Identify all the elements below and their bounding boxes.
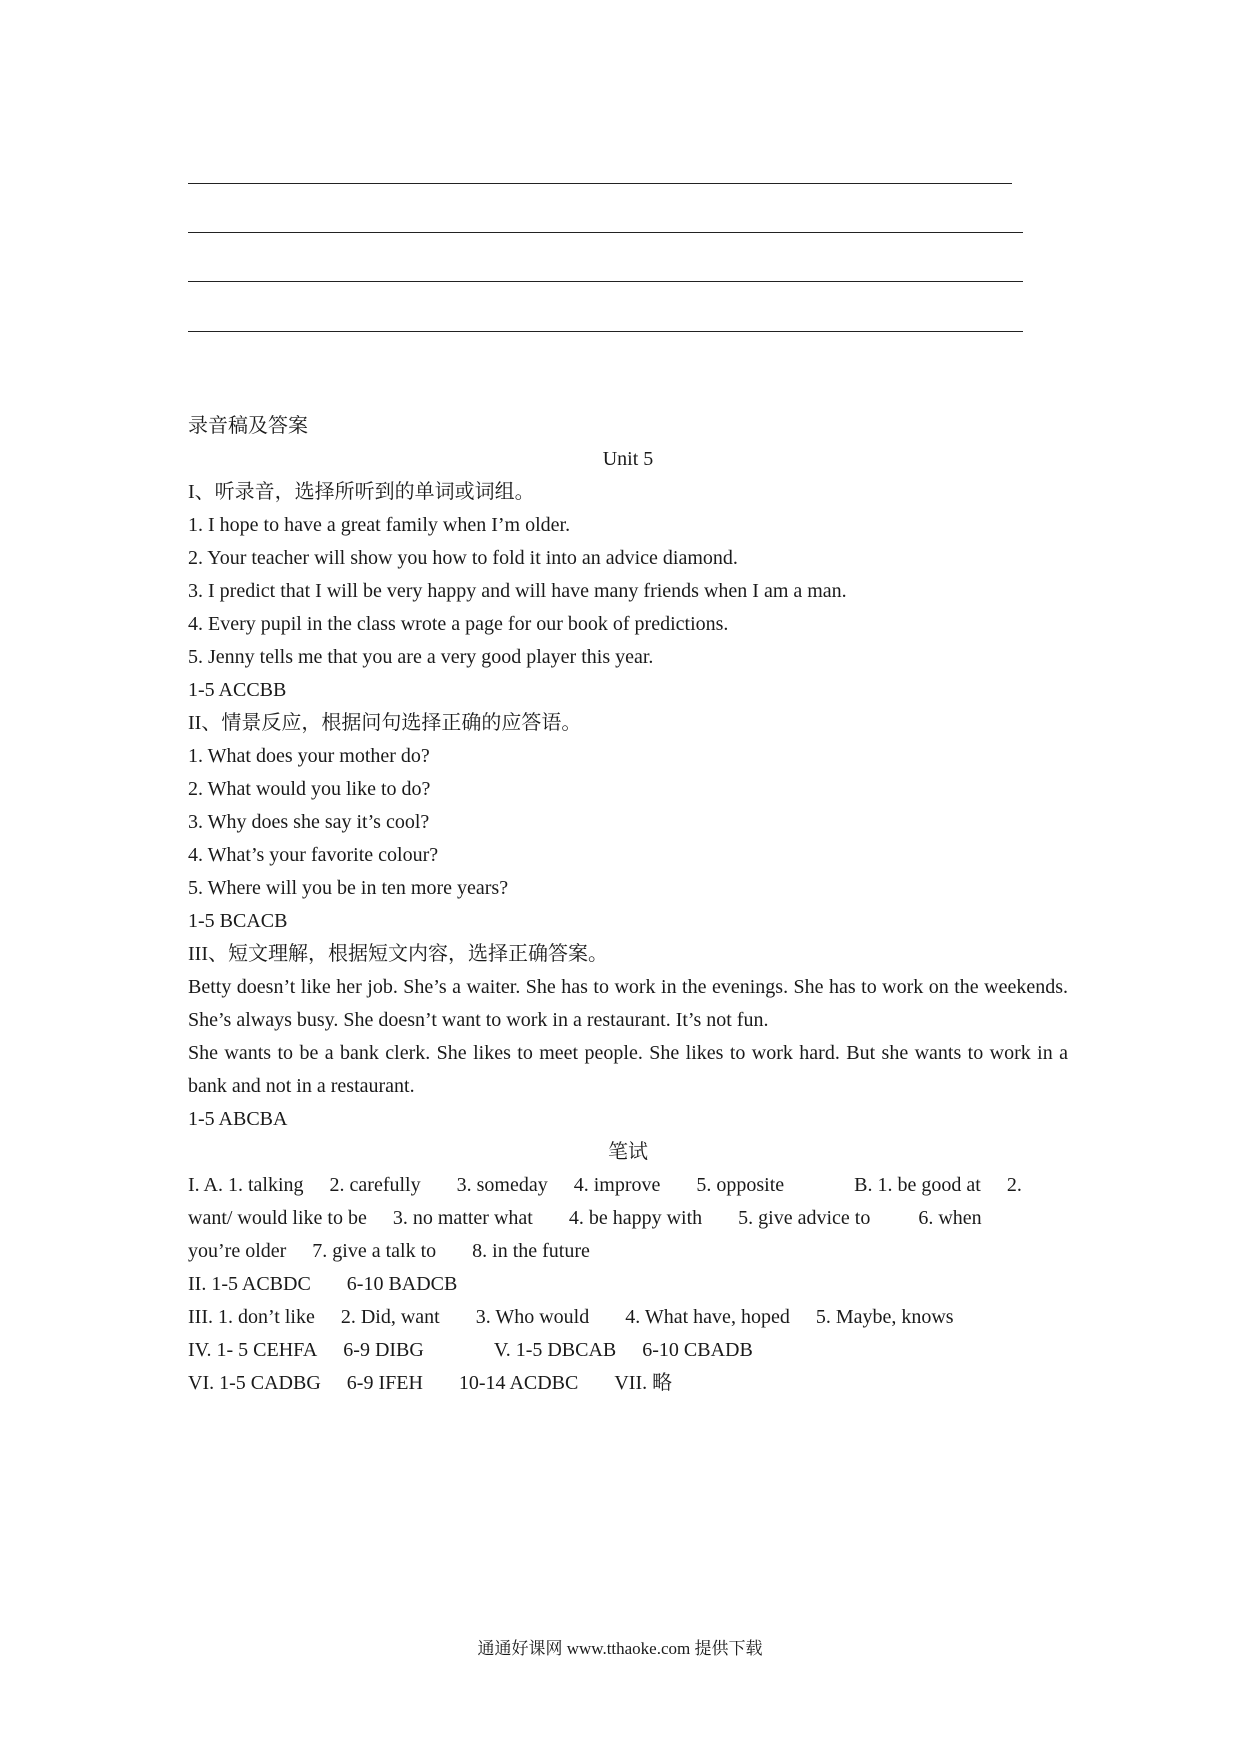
- passage-paragraph: Betty doesn’t like her job. She’s a waiter. She has to work in the evenings. She has to work on the weekends. She’s always busy. She doesn’t want to work in a restaurant. It’s not fun.: [188, 976, 1068, 1031]
- written-test-title: 笔试: [608, 1141, 648, 1163]
- written-answers-line: [188, 1202, 1068, 1235]
- question-line: 2. What would you like to do?: [188, 778, 431, 800]
- answer-line: 1-5 ABCBA: [188, 1108, 288, 1130]
- answer-item: 10-14 ACDBC: [458, 1372, 579, 1394]
- answer-item: IV. 1- 5 CEHFA: [188, 1339, 318, 1361]
- answer-item: VI. 1-5 CADBG: [188, 1372, 321, 1394]
- answer-item: 5. give advice to: [738, 1207, 871, 1229]
- answer-line: 1-5 BCACB: [188, 910, 288, 932]
- listening-section-3-title: III、短文理解，根据短文内容，选择正确答案。: [188, 943, 608, 965]
- listening-sentence: 4. Every pupil in the class wrote a page for our book of predictions.: [188, 613, 729, 635]
- answer-item: 2.: [1006, 1174, 1022, 1196]
- written-answers-line: [188, 1235, 1068, 1268]
- answer-item: V. 1-5 DBCAB: [493, 1339, 617, 1361]
- answer-line-2: [188, 232, 1023, 233]
- listening-sentence: 3. I predict that I will be very happy and will have many friends when I am a man.: [188, 580, 847, 602]
- answer-item: 3. Who would: [475, 1306, 590, 1328]
- answer-item: 6-9 IFEH: [346, 1372, 423, 1394]
- answer-item: 4. improve: [573, 1174, 661, 1196]
- listening-section-1-title: I、听录音，选择所听到的单词或词组。: [188, 481, 535, 503]
- listening-sentence: 5. Jenny tells me that you are a very good player this year.: [188, 646, 654, 668]
- answer-item: 2. carefully: [329, 1174, 421, 1196]
- written-answers-line: [188, 1334, 1068, 1367]
- answer-item: 7. give a talk to: [312, 1240, 437, 1262]
- answer-item: I. A. 1. talking: [188, 1174, 304, 1196]
- answer-item: 4. be happy with: [568, 1207, 703, 1229]
- answer-line-4: [188, 331, 1023, 332]
- question-line: 3. Why does she say it’s cool?: [188, 811, 430, 833]
- unit-title: Unit 5: [602, 448, 654, 470]
- listening-sentence: 1. I hope to have a great family when I’m older.: [188, 514, 571, 536]
- passage-paragraph: She wants to be a bank clerk. She likes to meet people. She likes to work hard. But she wants to work in a bank and not in a restaurant.: [188, 1042, 1068, 1097]
- question-line: 1. What does your mother do?: [188, 745, 430, 767]
- answer-item: 6-10 CBADB: [642, 1339, 753, 1361]
- answer-item: 5. Maybe, knows: [815, 1306, 954, 1328]
- answer-key-content: [188, 410, 1068, 1400]
- written-answers-line: [188, 1169, 1068, 1202]
- written-answers-line: [188, 1268, 1068, 1301]
- answer-item: II. 1-5 ACBDC: [188, 1273, 311, 1295]
- answer-line-3: [188, 281, 1023, 282]
- answer-item: B. 1. be good at: [854, 1174, 981, 1196]
- answer-line-1: [188, 183, 1012, 184]
- answer-item: VII. 略: [614, 1372, 673, 1394]
- page-footer: 通通好课网 www.tthaoke.com 提供下载: [477, 1639, 763, 1658]
- answer-item: 2. Did, want: [340, 1306, 440, 1328]
- section-heading: 录音稿及答案: [188, 415, 308, 437]
- answer-item: 6-10 BADCB: [346, 1273, 458, 1295]
- listening-section-2-title: II、情景反应，根据问句选择正确的应答语。: [188, 712, 582, 734]
- answer-item: 3. someday: [456, 1174, 548, 1196]
- listening-sentence: 2. Your teacher will show you how to fold it into an advice diamond.: [188, 547, 738, 569]
- written-answers-line: [188, 1367, 1068, 1400]
- answer-item: III. 1. don’t like: [188, 1306, 315, 1328]
- answer-item: 6. when: [918, 1207, 982, 1229]
- answer-item: 3. no matter what: [392, 1207, 533, 1229]
- question-line: 4. What’s your favorite colour?: [188, 844, 439, 866]
- answer-item: 8. in the future: [472, 1240, 590, 1262]
- answer-item: 4. What have, hoped: [625, 1306, 790, 1328]
- answer-item: 5. opposite: [696, 1174, 785, 1196]
- answer-item: want/ would like to be: [188, 1207, 367, 1229]
- answer-line: 1-5 ACCBB: [188, 679, 287, 701]
- answer-item: you’re older: [188, 1240, 287, 1262]
- question-line: 5. Where will you be in ten more years?: [188, 877, 509, 899]
- written-answers-line: [188, 1301, 1068, 1334]
- answer-item: 6-9 DIBG: [343, 1339, 424, 1361]
